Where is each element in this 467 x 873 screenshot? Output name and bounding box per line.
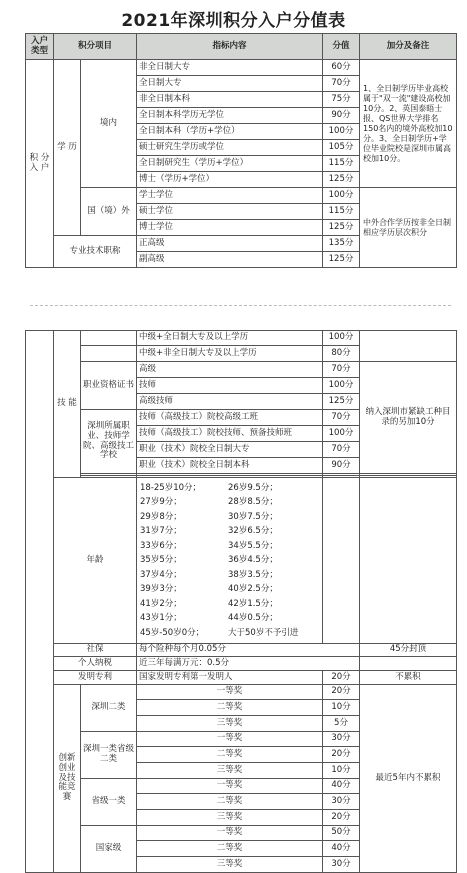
header-score: 分值 [323, 34, 360, 60]
age-item: 33岁6分； [140, 540, 182, 551]
age-item: 28岁8.5分； [228, 497, 278, 508]
social-note: 45分封顶 [360, 644, 457, 657]
award-cell: 二等奖 [137, 794, 323, 810]
score-cell: 125分 [323, 252, 360, 268]
age-item: 34岁5.5分； [228, 540, 278, 551]
content-cell: 全日制大专 [137, 76, 323, 92]
foreign-note: 中外合作学历按非全日制相应学历层次积分 [360, 188, 457, 268]
award-score: 50分 [323, 826, 360, 841]
content-cell: 正高级 [137, 236, 323, 252]
patent-score: 20分 [323, 671, 360, 685]
content-cell: 非全日制本科 [137, 92, 323, 108]
school-cell: 深圳所属职业、技师学院、高级技工学校 [81, 410, 137, 474]
table-row [26, 657, 457, 671]
age-list [137, 481, 322, 641]
cert-cell: 职业资格证书 [81, 362, 137, 410]
national-cell: 国家级 [81, 826, 137, 873]
age-item: 37岁4分； [140, 569, 182, 580]
content-cell: 博士学位 [137, 220, 323, 236]
age-item: 26岁9.5分； [228, 482, 278, 493]
sz1-cell: 深圳一类省级二类 [81, 732, 137, 779]
age-left-col [140, 481, 228, 641]
age-item: 大于50岁不予引进 [228, 627, 299, 638]
award-score: 30分 [323, 794, 360, 810]
content-cell: 全日制本科（学历+学位） [137, 124, 323, 140]
table-row [26, 60, 457, 76]
age-item: 38岁3.5分； [228, 569, 278, 580]
social-content: 每个险种每个月0.05分 [137, 644, 360, 657]
content-cell: 高级 [137, 362, 323, 378]
edu-cell: 学 历 [54, 60, 81, 236]
award-score: 10分 [323, 763, 360, 779]
content-cell: 技师（高级技工）院校技师、预备技师班 [137, 426, 323, 442]
score-cell: 135分 [323, 236, 360, 252]
content-cell: 硕士研究生学历或学位 [137, 140, 323, 156]
award-cell: 三等奖 [137, 716, 323, 732]
award-cell: 三等奖 [137, 763, 323, 779]
age-item: 27岁9分； [140, 497, 182, 508]
innov-cell: 创新创业及技能竞赛 [54, 685, 81, 873]
score-table-part2 [25, 330, 457, 873]
content-cell: 硕士学位 [137, 204, 323, 220]
age-item: 31岁7分； [140, 526, 182, 537]
content-cell: 技师（高级技工）院校高级工班 [137, 410, 323, 426]
table-row [26, 362, 457, 378]
patent-content: 国家发明专利第一发明人 [137, 671, 323, 685]
prov1-cell: 省级一类 [81, 779, 137, 826]
social-cell: 社保 [54, 644, 137, 657]
tax-content: 近三年每满万元：0.5分 [137, 657, 360, 671]
score-cell: 60分 [323, 60, 360, 76]
header-type: 入户类型 [26, 34, 54, 60]
award-cell: 一等奖 [137, 685, 323, 700]
score-cell: 100分 [323, 124, 360, 140]
content-cell: 技师 [137, 378, 323, 394]
edu-note: 1、全日制学历毕业高校属于"双一流"建设高校加10分。2、英国泰晤士报、QS世界大学排名150名内的境外高校加10分。3、全日制学历+学位毕业院校是深圳市属高校加10分。 [360, 60, 457, 188]
score-cell: 90分 [323, 458, 360, 474]
score-cell: 105分 [323, 140, 360, 156]
score-cell: 70分 [323, 362, 360, 378]
award-cell: 一等奖 [137, 732, 323, 747]
award-score: 40分 [323, 779, 360, 794]
score-cell: 100分 [323, 331, 360, 346]
cert-cont-cell [81, 346, 137, 362]
domestic-cell: 境内 [81, 60, 137, 188]
age-item: 32岁6.5分； [228, 526, 278, 537]
table-row [26, 188, 457, 204]
age-item: 30岁7.5分； [228, 511, 278, 522]
header-item: 积分项目 [54, 34, 137, 60]
foreign-cell: 国（境）外 [81, 188, 137, 236]
patent-cell: 发明专利 [54, 671, 137, 685]
content-cell: 副高级 [137, 252, 323, 268]
table-header [26, 34, 457, 60]
tax-remark [360, 657, 457, 671]
category-cell: 积 分 入 户 [26, 60, 54, 268]
age-item: 45岁-50岁0分； [140, 627, 205, 638]
header-content: 指标内容 [137, 34, 323, 60]
score-cell: 115分 [323, 204, 360, 220]
page-title: 2021年深圳积分入户分值表 [121, 11, 346, 31]
prof-title-cell: 专业技术职称 [54, 236, 137, 268]
age-item: 36岁4.5分； [228, 555, 278, 566]
award-cell: 二等奖 [137, 700, 323, 716]
award-note: 最近5年内不累积 [360, 685, 457, 873]
age-item: 41岁2分； [140, 598, 182, 609]
score-cell: 125分 [323, 394, 360, 410]
content-cell: 中级+非全日制大专及以上学历 [137, 346, 323, 362]
skill-note: 纳入深圳市紧缺工种目录的另加10分 [360, 362, 457, 474]
content-cell: 非全日制大专 [137, 60, 323, 76]
age-item: 29岁8分； [140, 511, 182, 522]
content-cell: 中级+全日制大专及以上学历 [137, 331, 323, 346]
age-score-cell [323, 478, 360, 644]
table-row [26, 331, 457, 346]
award-score: 30分 [323, 857, 360, 873]
award-cell: 一等奖 [137, 826, 323, 841]
skill-cell: 技 能 [54, 331, 81, 478]
content-cell: 高级技师 [137, 394, 323, 410]
score-cell: 100分 [323, 188, 360, 204]
content-cell: 全日制研究生（学历+学位） [137, 156, 323, 172]
table-row [26, 671, 457, 685]
age-list-cell [137, 478, 323, 644]
table-row [26, 478, 457, 644]
age-remark-cell [360, 478, 457, 644]
sz2-cell: 深圳二类 [81, 685, 137, 732]
age-item: 42岁1.5分； [228, 598, 278, 609]
header-remark: 加分及备注 [360, 34, 457, 60]
score-cell: 70分 [323, 410, 360, 426]
age-item: 44岁0.5分； [228, 613, 278, 624]
content-cell: 职业（技术）院校全日制大专 [137, 442, 323, 458]
page-divider [30, 305, 451, 306]
score-cell: 90分 [323, 108, 360, 124]
award-cell: 三等奖 [137, 810, 323, 826]
award-cell: 三等奖 [137, 857, 323, 873]
score-cell: 125分 [323, 172, 360, 188]
remark-cell [360, 331, 457, 362]
award-score: 30分 [323, 732, 360, 747]
content-cell: 学士学位 [137, 188, 323, 204]
score-cell: 100分 [323, 378, 360, 394]
age-item: 39岁3分； [140, 584, 182, 595]
page-break [0, 276, 467, 322]
score-cell: 70分 [323, 442, 360, 458]
score-cell: 115分 [323, 156, 360, 172]
content-cell: 职业（技术）院校全日制本科 [137, 458, 323, 474]
age-item: 35岁5分； [140, 555, 182, 566]
score-cell: 100分 [323, 426, 360, 442]
award-cell: 二等奖 [137, 841, 323, 857]
patent-note: 不累积 [360, 671, 457, 685]
award-cell: 一等奖 [137, 779, 323, 794]
award-score: 20分 [323, 810, 360, 826]
table-row [26, 644, 457, 657]
category-cell-cont [26, 331, 54, 873]
award-score: 40分 [323, 841, 360, 857]
award-score: 20分 [323, 747, 360, 763]
score-cell: 125分 [323, 220, 360, 236]
score-cell: 75分 [323, 92, 360, 108]
table-row [26, 685, 457, 700]
award-score: 10分 [323, 700, 360, 716]
age-item: 18-25岁10分； [140, 482, 202, 493]
score-table-part1 [25, 33, 457, 268]
age-cell: 年龄 [54, 478, 137, 644]
score-cell: 80分 [323, 346, 360, 362]
score-cell: 70分 [323, 76, 360, 92]
award-score: 5分 [323, 716, 360, 732]
cert-cont-cell [81, 331, 137, 346]
content-cell: 博士（学历+学位） [137, 172, 323, 188]
age-item: 40岁2.5分； [228, 584, 278, 595]
award-cell: 二等奖 [137, 747, 323, 763]
tax-cell: 个人纳税 [54, 657, 137, 671]
content-cell: 全日制本科学历无学位 [137, 108, 323, 124]
award-score: 20分 [323, 685, 360, 700]
age-right-col [228, 481, 298, 641]
age-item: 43岁1分； [140, 613, 182, 624]
